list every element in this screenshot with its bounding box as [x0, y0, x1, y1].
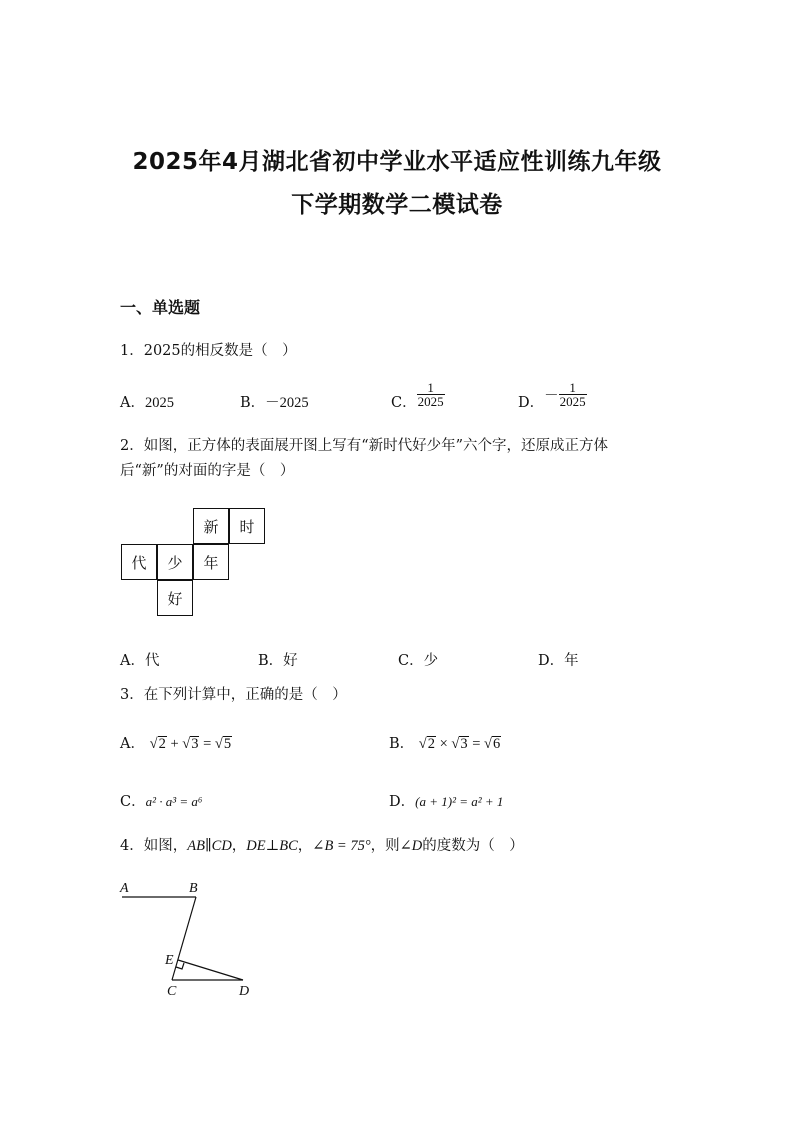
label-c: C	[167, 984, 177, 999]
radicand: 2	[158, 736, 166, 752]
label-d: D	[239, 984, 250, 999]
option-label: A．	[120, 395, 145, 411]
q3-option-d[interactable]	[389, 790, 503, 811]
fraction-denominator: 2025	[417, 394, 444, 409]
option-label: B．	[389, 736, 415, 752]
label-a: A	[120, 881, 129, 896]
sqrt-expression: √2 + √3 = √5	[149, 736, 232, 752]
segment-bc	[172, 897, 196, 980]
q3-option-b[interactable]	[389, 732, 501, 753]
option-label: C．	[391, 394, 417, 411]
net-cell-hao: 好	[157, 580, 193, 616]
radicand: 2	[427, 736, 435, 752]
radicand: 5	[223, 736, 232, 752]
fraction	[417, 381, 445, 408]
q2-option-d[interactable]: D．年	[538, 653, 579, 669]
sqrt-expression: √2 × √3 = √6	[418, 736, 501, 752]
fraction-numerator: 1	[569, 380, 576, 395]
page-title-line1: 2025年4月湖北省初中学业水平适应性训练九年级	[132, 149, 662, 175]
net-cell-nian: 年	[193, 544, 229, 580]
geometry-figure	[110, 872, 270, 1002]
option-label: B．	[240, 395, 266, 411]
separator: ，	[231, 838, 247, 854]
q2-option-a[interactable]: A．代	[120, 653, 160, 669]
q2-option-b[interactable]: B．好	[258, 653, 298, 669]
net-cell-xin: 新	[193, 508, 229, 544]
net-cell-shao: 少	[157, 544, 193, 580]
condition-angle: ∠B = 75°	[312, 838, 371, 854]
radicand: 3	[191, 736, 199, 752]
option-label: D．	[389, 794, 416, 810]
question-3-stem: 3．在下列计算中，正确的是（ ）	[120, 687, 347, 703]
fraction	[559, 381, 587, 408]
fraction-denominator: 2025	[559, 394, 586, 409]
q1-option-c[interactable]	[391, 380, 445, 411]
question-2-stem-line1: 2．如图，正方体的表面展开图上写有“新时代好少年”六个字，还原成正方体	[120, 438, 609, 454]
question-4-stem	[120, 831, 524, 861]
fraction-numerator: 1	[427, 380, 434, 395]
stem-text: 的度数为（ ）	[422, 838, 524, 854]
option-label: D．	[518, 394, 545, 411]
q3-option-a[interactable]	[120, 732, 232, 753]
option-value: －2025	[265, 395, 309, 411]
net-cell-shi: 时	[229, 508, 265, 544]
stem-text: ，则	[370, 838, 400, 854]
segment-ed	[178, 960, 243, 980]
separator: ，	[297, 838, 313, 854]
question-2-stem-line2: 后“新”的对面的字是（ ）	[120, 463, 295, 479]
math-expression: a² · a³ = a⁶	[145, 794, 203, 809]
radicand: 6	[493, 736, 501, 752]
label-e: E	[165, 953, 174, 968]
minus-sign: －	[544, 388, 559, 404]
condition-perpendicular: DE⊥BC	[246, 838, 298, 854]
page-title-line2: 下学期数学二模试卷	[291, 192, 503, 218]
math-expression: (a + 1)² = a² + 1	[415, 794, 504, 809]
option-value: 2025	[144, 395, 174, 411]
q3-option-c[interactable]	[120, 790, 202, 811]
condition-parallel: AB∥CD	[187, 838, 232, 854]
radicand: 3	[460, 736, 468, 752]
stem-text: 4．如图，	[120, 838, 188, 854]
question-1-stem: 1．2025的相反数是（ ）	[120, 343, 297, 359]
q1-option-a[interactable]	[120, 391, 174, 412]
section-heading-single-choice: 一、单选题	[120, 298, 201, 317]
option-label: C．	[120, 794, 146, 810]
q1-option-b[interactable]	[240, 391, 309, 412]
net-cell-dai: 代	[121, 544, 157, 580]
q1-option-d[interactable]	[518, 380, 587, 411]
option-label: A．	[120, 736, 145, 752]
target-angle: ∠D	[399, 838, 423, 854]
q2-option-c[interactable]: C．少	[398, 653, 439, 669]
label-b: B	[189, 881, 198, 896]
